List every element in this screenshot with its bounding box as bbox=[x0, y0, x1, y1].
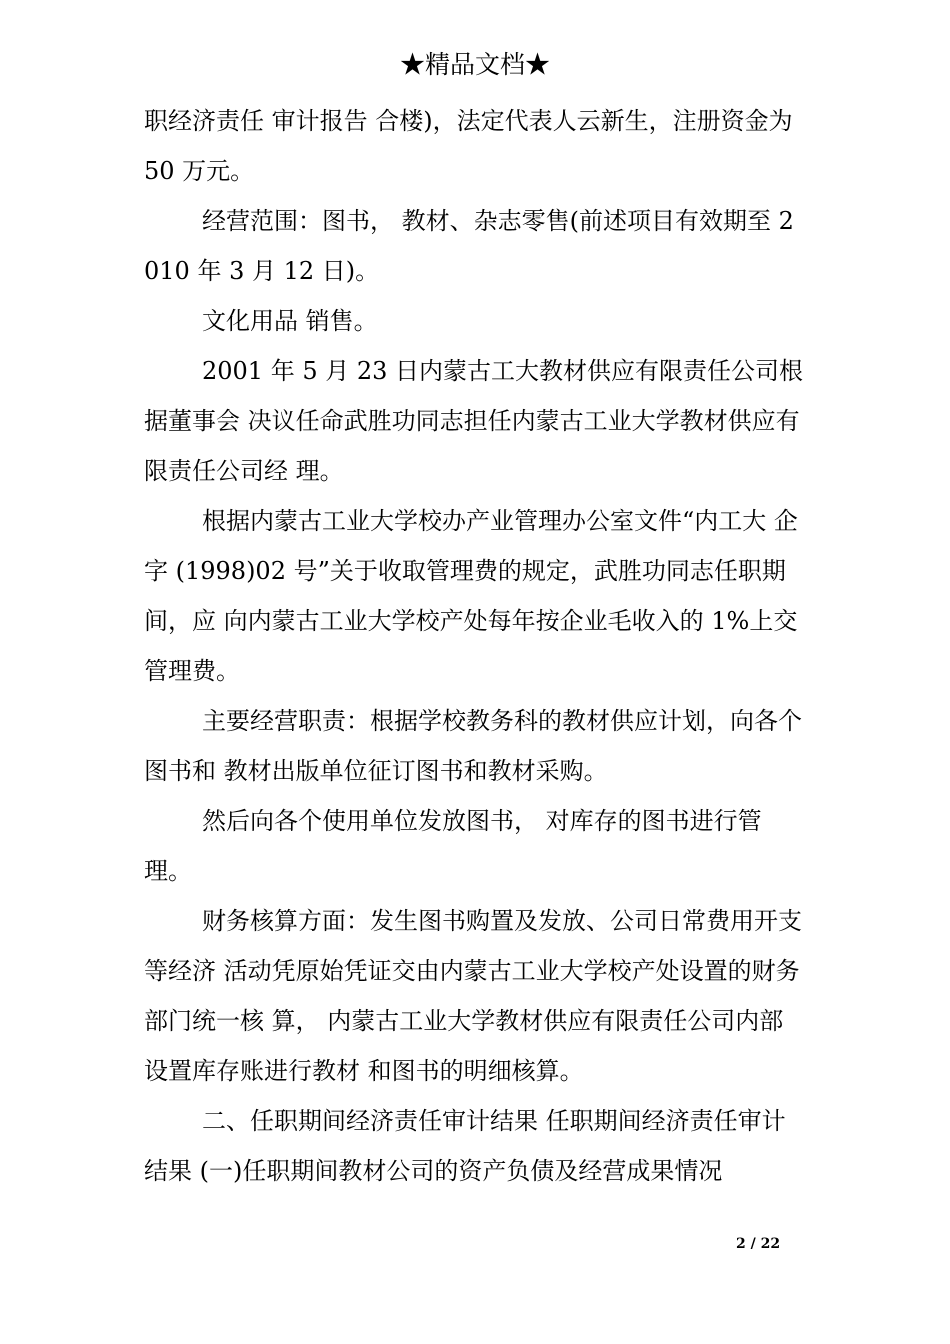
paragraph-8: 财务核算方面：发生图书购置及发放、公司日常费用开支等经济 活动凭原始凭证交由内蒙古工业大学校产处设置的财务部门统一核 算， 内蒙古工业大学教材供应有限责任公司内部设置库存账进行教材 和图书的明细核算。 bbox=[144, 907, 802, 1085]
paragraph-2: 经营范围：图书， 教材、杂志零售(前述项目有效期至 2010 年 3 月 12 日)。 bbox=[144, 207, 794, 285]
page-number: 2 / 22 bbox=[736, 1236, 781, 1252]
document-body bbox=[144, 96, 804, 1196]
paragraph-5: 根据内蒙古工业大学校办产业管理办公室文件“内工大 企字 (1998)02 号”关于收取管理费的规定，武胜功同志任职期间，应 向内蒙古工业大学校产处每年按企业毛收入的 1%上交管理费。 bbox=[144, 507, 798, 685]
paragraph-7: 然后向各个使用单位发放图书， 对库存的图书进行管理。 bbox=[144, 807, 762, 885]
paragraph-1: 职经济责任 审计报告 合楼)，法定代表人云新生，注册资金为 50 万元。 bbox=[144, 107, 793, 185]
paragraph-3: 文化用品 销售。 bbox=[202, 307, 378, 335]
paragraph-6: 主要经营职责：根据学校教务科的教材供应计划，向各个图书和 教材出版单位征订图书和教材采购。 bbox=[144, 707, 802, 785]
paragraph-9: 二、任职期间经济责任审计结果 任职期间经济责任审计结果 (一)任职期间教材公司的资产负债及经营成果情况 bbox=[144, 1107, 786, 1185]
page-header: ★精品文档★ bbox=[399, 50, 550, 79]
paragraph-4: 2001 年 5 月 23 日内蒙古工大教材供应有限责任公司根据董事会 决议任命武胜功同志担任内蒙古工业大学教材供应有限责任公司经 理。 bbox=[144, 357, 804, 485]
